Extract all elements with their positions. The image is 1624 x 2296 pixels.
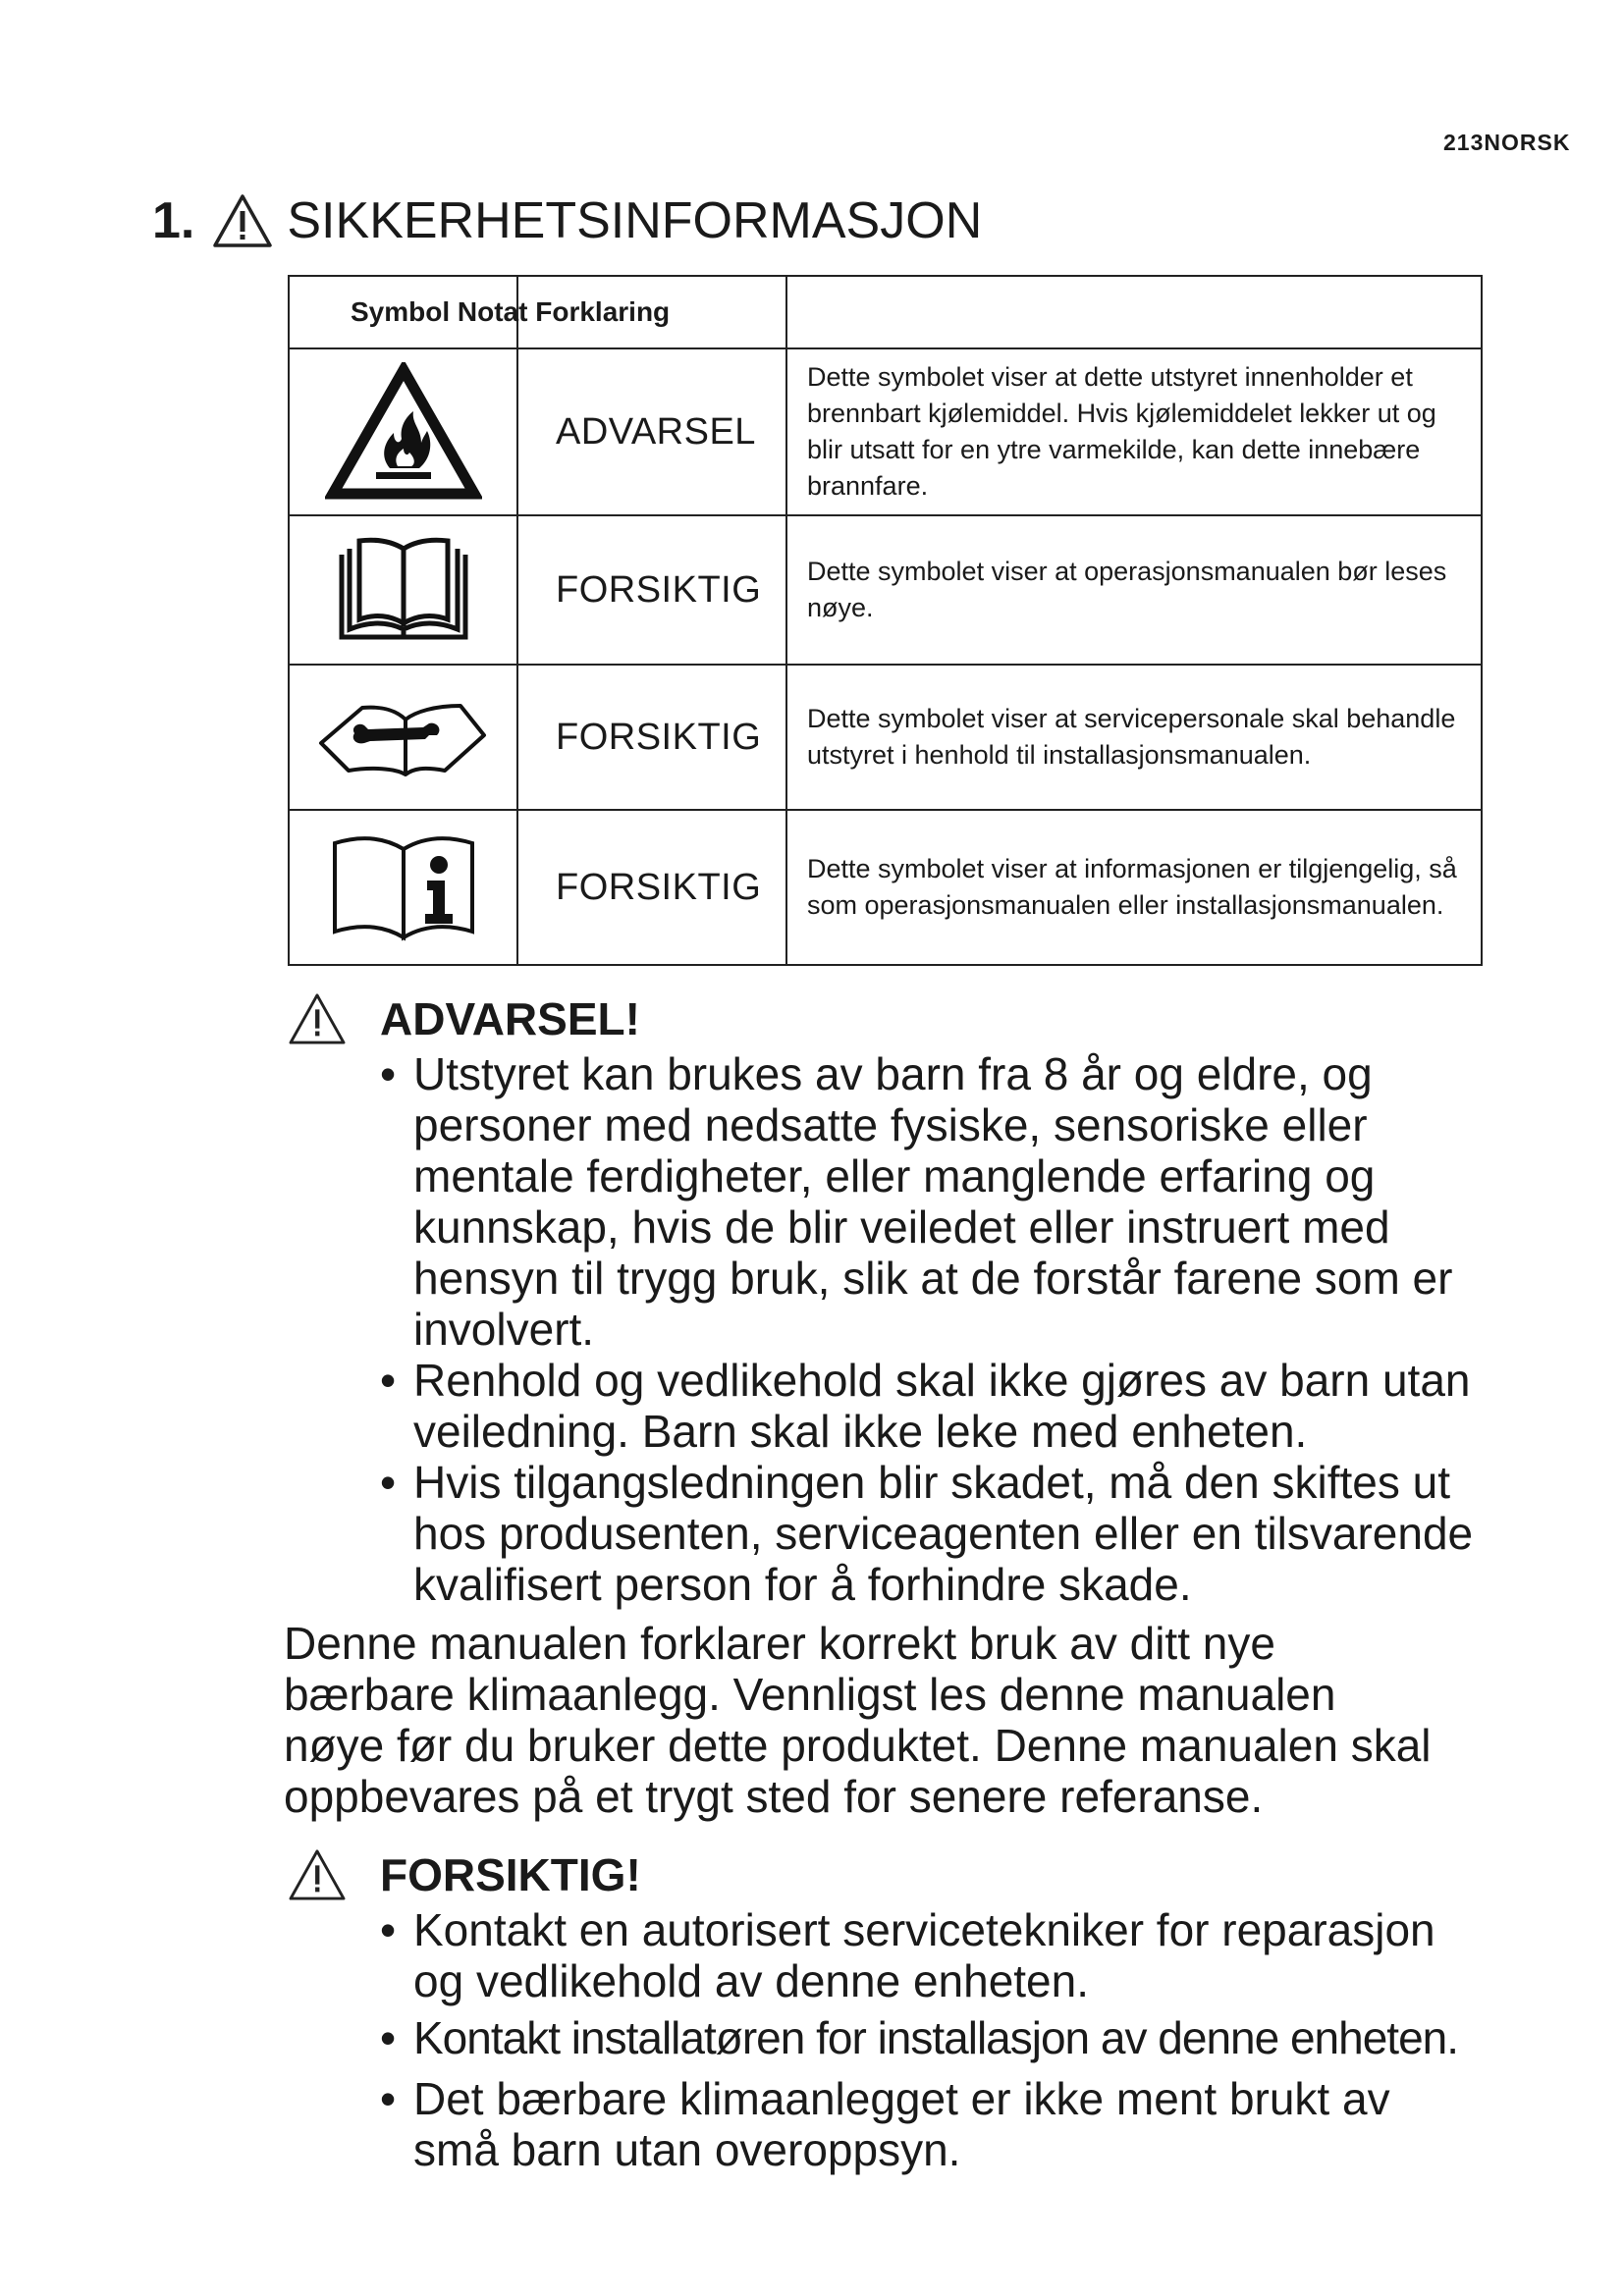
table-row xyxy=(289,515,1482,665)
section-number: 1. xyxy=(152,192,195,249)
warning-triangle-icon xyxy=(212,193,273,248)
service-manual-icon xyxy=(315,698,492,776)
symbol-cell xyxy=(289,665,517,810)
caution-block xyxy=(288,1845,1495,2175)
notat-cell: FORSIKTIG xyxy=(517,665,786,810)
list-item: • Hvis tilgangsledningen blir skadet, må den skiftes ut hos produsenten, serviceagenten eller en tilsvarende kvalifisert person for å forhindre skade. xyxy=(380,1457,1485,1610)
warning-triangle-icon xyxy=(288,992,347,1045)
warning-block xyxy=(288,989,1495,1610)
notat-cell: FORSIKTIG xyxy=(517,810,786,965)
caution-heading-text: FORSIKTIG! xyxy=(380,1849,641,1900)
description-cell: Dette symbolet viser at dette utstyret innenholder et brennbart kjølemiddel. Hvis kjølemiddelet lekker ut og blir utsatt for en ytre varmekilde, kan dette innebære brannfare. xyxy=(786,348,1482,515)
list-item: • Kontakt installatøren for installasjon av denne enheten. xyxy=(380,2012,1485,2063)
table-row xyxy=(289,665,1482,810)
notat-cell: FORSIKTIG xyxy=(517,515,786,665)
warning-list xyxy=(380,1048,1485,1610)
list-item: • Renhold og vedlikehold skal ikke gjøres av barn utan veiledning. Barn skal ikke leke med enheten. xyxy=(380,1355,1485,1457)
operation-manual-icon xyxy=(330,535,477,645)
caution-heading xyxy=(288,1845,1495,1904)
description-cell: Dette symbolet viser at servicepersonale skal behandle utstyret i henhold til installasjonsmanualen. xyxy=(786,665,1482,810)
table-row xyxy=(289,810,1482,965)
symbol-cell xyxy=(289,515,517,665)
symbol-table-header xyxy=(289,276,1482,348)
warning-heading xyxy=(288,989,1495,1048)
symbol-table-header-label: Symbol Notat Forklaring xyxy=(351,296,671,327)
symbol-table xyxy=(288,275,1483,966)
list-item: • Kontakt en autorisert servicetekniker for reparasjon og vedlikehold av denne enheten. xyxy=(380,1904,1485,2006)
section-title-text: SIKKERHETSINFORMASJON xyxy=(287,192,983,249)
section-title xyxy=(152,187,982,255)
list-item: • Utstyret kan brukes av barn fra 8 år og eldre, og personer med nedsatte fysiske, sensoriske eller mentale ferdigheter, eller manglende erfaring og kunnskap, hvis de blir veiledet eller instruert med hensyn til trygg bruk, slik at de forstår farene som er involvert. xyxy=(380,1048,1485,1355)
information-manual-icon xyxy=(325,829,482,945)
table-row xyxy=(289,348,1482,515)
warning-heading-text: ADVARSEL! xyxy=(380,993,640,1044)
page-label: 213NORSK xyxy=(1443,130,1571,155)
symbol-cell xyxy=(289,810,517,965)
symbol-cell xyxy=(289,348,517,515)
caution-list xyxy=(380,1904,1485,2175)
flammable-warning-icon xyxy=(325,362,482,502)
description-cell: Dette symbolet viser at informasjonen er tilgjengelig, så som operasjonsmanualen eller installasjonsmanualen. xyxy=(786,810,1482,965)
description-cell: Dette symbolet viser at operasjonsmanualen bør leses nøye. xyxy=(786,515,1482,665)
list-item: • Det bærbare klimaanlegget er ikke ment brukt av små barn utan overoppsyn. xyxy=(380,2073,1485,2175)
intro-paragraph: Denne manualen forklarer korrekt bruk av ditt nye bærbare klimaanlegg. Vennligst les denne manualen nøye før du bruker dette produktet. Denne manualen skal oppbevares på et trygt sted for senere referanse. xyxy=(284,1618,1432,1822)
warning-triangle-icon xyxy=(288,1848,347,1901)
notat-cell: ADVARSEL xyxy=(517,348,786,515)
